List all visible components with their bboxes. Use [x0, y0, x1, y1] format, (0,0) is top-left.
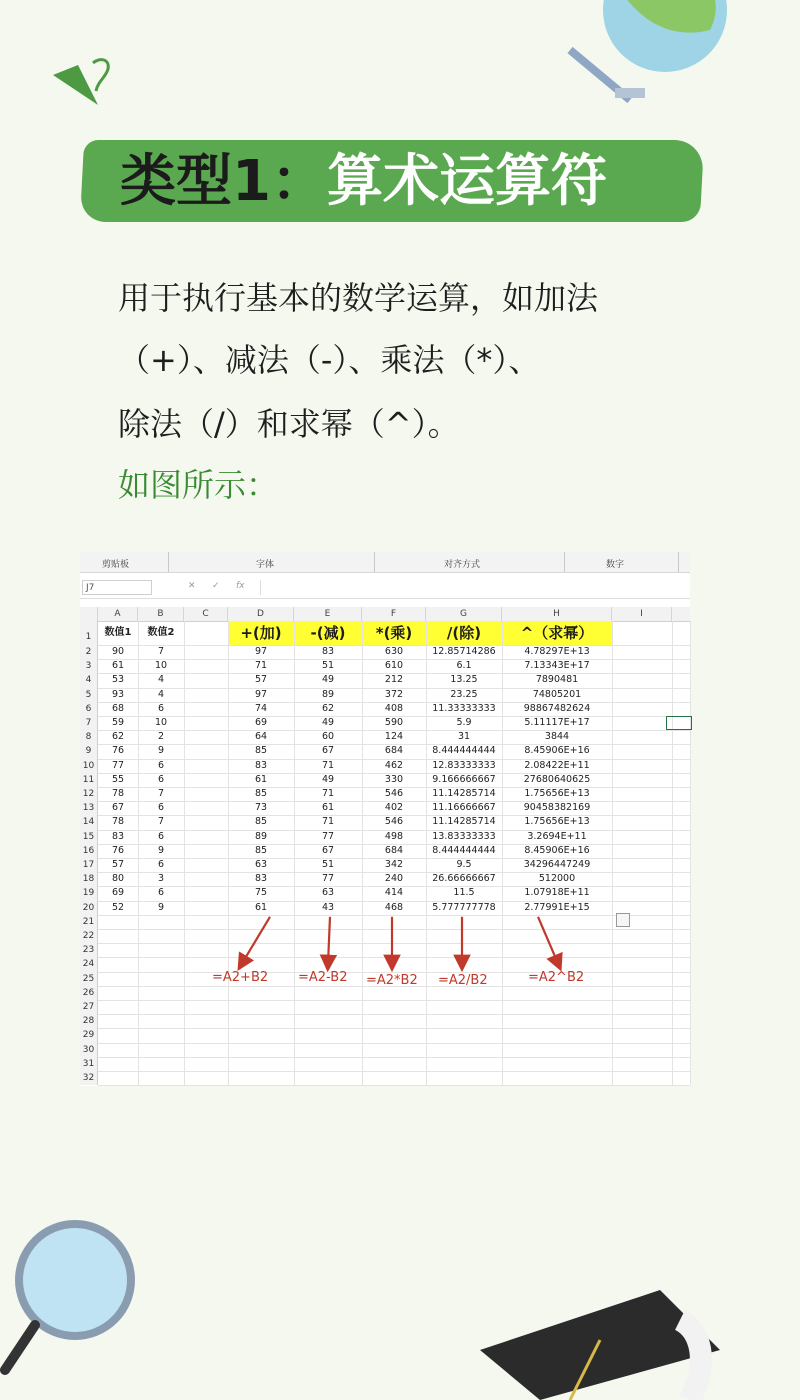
- cell-d17[interactable]: 63: [254, 859, 268, 870]
- cell-e7[interactable]: 49: [321, 717, 335, 728]
- row-number-13[interactable]: 13: [80, 801, 98, 815]
- formula-label-2: =A2-B2: [298, 969, 348, 985]
- cell-g16[interactable]: 8.444444444: [432, 844, 496, 856]
- cell-g18[interactable]: 26.66666667: [432, 873, 496, 885]
- cell-a16[interactable]: 76: [111, 844, 125, 856]
- cell-d12[interactable]: 85: [254, 788, 268, 799]
- cell-g5[interactable]: 23.25: [450, 688, 478, 700]
- cell-h5[interactable]: 74805201: [532, 688, 582, 700]
- cell-f16[interactable]: 684: [384, 844, 404, 856]
- row-number-12[interactable]: 12: [80, 787, 98, 801]
- cell-f15[interactable]: 498: [384, 830, 404, 842]
- leaf-icon: [48, 55, 118, 115]
- description-line-3: 除法（/）和求幂（^）。: [118, 405, 460, 443]
- title-type-label: 类型1：: [120, 149, 327, 214]
- cell-b12[interactable]: 7: [157, 788, 165, 799]
- row-number-28[interactable]: 28: [80, 1014, 98, 1028]
- cell-b14[interactable]: 7: [157, 816, 165, 828]
- cell-e17[interactable]: 51: [321, 859, 335, 870]
- header-cell-e[interactable]: -(减): [310, 624, 346, 642]
- cell-b2[interactable]: 7: [157, 646, 165, 657]
- cell-a6[interactable]: 68: [111, 702, 125, 714]
- cell-a13[interactable]: 67: [111, 802, 125, 814]
- enter-icon[interactable]: ✓: [212, 581, 220, 591]
- cell-a2[interactable]: 90: [111, 646, 125, 657]
- cell-b15[interactable]: 6: [157, 830, 165, 842]
- cell-g2[interactable]: 12.85714286: [432, 646, 496, 657]
- column-header-e[interactable]: E: [294, 607, 362, 621]
- row-number-17[interactable]: 17: [80, 858, 98, 872]
- ribbon-clipboard[interactable]: 剪贴板: [102, 560, 130, 570]
- cell-f18[interactable]: 240: [384, 873, 404, 885]
- cell-h9[interactable]: 8.45906E+16: [524, 745, 590, 757]
- header-cell-a[interactable]: 数值1: [104, 627, 132, 638]
- cell-b10[interactable]: 6: [157, 759, 165, 771]
- row-number-31[interactable]: 31: [80, 1057, 98, 1071]
- row-number-25[interactable]: 25: [80, 972, 98, 986]
- cell-a14[interactable]: 78: [111, 816, 125, 828]
- fx-icon[interactable]: fx: [236, 581, 245, 591]
- cell-h4[interactable]: 7890481: [535, 674, 579, 686]
- cell-d7[interactable]: 69: [254, 717, 268, 728]
- description-line-2: （+）、减法（-）、乘法（*）、: [118, 341, 541, 379]
- arrow-5: [538, 917, 558, 964]
- formula-label-4: =A2/B2: [438, 972, 488, 988]
- row-number-8[interactable]: 8: [80, 730, 98, 744]
- cell-e5[interactable]: 89: [321, 688, 335, 700]
- cell-d18[interactable]: 83: [254, 873, 268, 885]
- cell-b4[interactable]: 4: [157, 674, 165, 686]
- cell-f14[interactable]: 546: [384, 816, 404, 828]
- row-number-6[interactable]: 6: [80, 702, 98, 716]
- cell-d3[interactable]: 71: [254, 660, 268, 672]
- cell-h13[interactable]: 90458382169: [523, 802, 591, 814]
- cell-e2[interactable]: 83: [321, 646, 335, 657]
- row-number-9[interactable]: 9: [80, 744, 98, 758]
- ribbon-group-labels: [80, 552, 690, 573]
- cell-d4[interactable]: 57: [254, 674, 268, 686]
- row-number-2[interactable]: 2: [80, 645, 98, 659]
- cell-h7[interactable]: 5.11117E+17: [524, 717, 590, 728]
- cell-g9[interactable]: 8.444444444: [432, 745, 496, 757]
- column-header-c[interactable]: C: [184, 607, 228, 621]
- header-cell-f[interactable]: *(乘): [375, 624, 413, 642]
- row-number-22[interactable]: 22: [80, 929, 98, 943]
- cell-b5[interactable]: 4: [157, 688, 165, 700]
- cell-f20[interactable]: 468: [384, 901, 404, 913]
- cell-g15[interactable]: 13.83333333: [432, 830, 496, 842]
- cell-d6[interactable]: 74: [254, 702, 268, 714]
- row-number-27[interactable]: 27: [80, 1000, 98, 1014]
- column-header-h[interactable]: H: [502, 607, 612, 621]
- cell-f10[interactable]: 462: [384, 759, 404, 771]
- cell-g4[interactable]: 13.25: [450, 674, 478, 686]
- cell-f5[interactable]: 372: [384, 688, 404, 700]
- cell-a12[interactable]: 78: [111, 788, 125, 799]
- row-number-3[interactable]: 3: [80, 659, 98, 673]
- row-number-19[interactable]: 19: [80, 886, 98, 900]
- row-number-15[interactable]: 15: [80, 830, 98, 844]
- cell-h15[interactable]: 3.2694E+11: [527, 830, 587, 842]
- cell-h8[interactable]: 3844: [544, 731, 570, 743]
- cell-g19[interactable]: 11.5: [453, 887, 475, 899]
- row-number-16[interactable]: 16: [80, 844, 98, 858]
- cell-e15[interactable]: 77: [321, 830, 335, 842]
- cell-a3[interactable]: 61: [111, 660, 125, 672]
- cell-h16[interactable]: 8.45906E+16: [524, 844, 590, 856]
- row-number-7[interactable]: 7: [80, 716, 98, 730]
- cell-b18[interactable]: 3: [157, 873, 165, 885]
- cell-b11[interactable]: 6: [157, 773, 165, 785]
- cell-a18[interactable]: 80: [111, 873, 125, 885]
- cell-g14[interactable]: 11.14285714: [432, 816, 496, 828]
- cell-e20[interactable]: 43: [321, 901, 335, 913]
- cell-h6[interactable]: 98867482624: [523, 702, 591, 714]
- page-title: [120, 147, 607, 217]
- formula-arrows: [80, 607, 690, 1141]
- cell-h2[interactable]: 4.78297E+13: [524, 646, 590, 657]
- arrow-2: [328, 917, 330, 964]
- cell-a7[interactable]: 59: [111, 717, 125, 728]
- cell-a15[interactable]: 83: [111, 830, 125, 842]
- cell-b20[interactable]: 9: [157, 901, 165, 913]
- header-cell-d[interactable]: +(加): [240, 624, 282, 642]
- cell-f2[interactable]: 630: [384, 646, 404, 657]
- cell-a10[interactable]: 77: [111, 759, 125, 771]
- row-number-4[interactable]: 4: [80, 673, 98, 687]
- header-cell-g[interactable]: /(除): [446, 624, 482, 642]
- as-shown-label: 如图所示：: [118, 466, 279, 504]
- row-number-1[interactable]: 1: [80, 621, 98, 645]
- arrow-1: [242, 917, 270, 964]
- cell-a5[interactable]: 93: [111, 688, 125, 700]
- formula-bar: [80, 578, 690, 599]
- cell-g11[interactable]: 9.166666667: [432, 773, 496, 785]
- cell-f9[interactable]: 684: [384, 745, 404, 757]
- graduation-cap-icon: [470, 1290, 730, 1400]
- name-box[interactable]: J7: [82, 580, 152, 595]
- cell-g7[interactable]: 5.9: [456, 717, 472, 728]
- cancel-icon[interactable]: ✕: [188, 581, 196, 591]
- header-cell-h[interactable]: ^（求幂）: [520, 624, 594, 642]
- column-header-b[interactable]: B: [138, 607, 184, 621]
- ribbon-number[interactable]: 数字: [606, 560, 625, 570]
- row-number-5[interactable]: 5: [80, 688, 98, 702]
- row-number-30[interactable]: 30: [80, 1043, 98, 1057]
- cell-d11[interactable]: 61: [254, 773, 268, 785]
- cell-g6[interactable]: 11.33333333: [432, 702, 496, 714]
- cell-b8[interactable]: 2: [157, 731, 165, 743]
- column-header-g[interactable]: G: [426, 607, 502, 621]
- cell-g8[interactable]: 31: [457, 731, 471, 743]
- column-header-d[interactable]: D: [228, 607, 294, 621]
- cell-g12[interactable]: 11.14285714: [432, 788, 496, 799]
- cell-f11[interactable]: 330: [384, 773, 404, 785]
- cell-e14[interactable]: 71: [321, 816, 335, 828]
- cell-g3[interactable]: 6.1: [456, 660, 472, 672]
- header-cell-b[interactable]: 数值2: [147, 627, 175, 638]
- cell-d2[interactable]: 97: [254, 646, 268, 657]
- row-number-10[interactable]: 10: [80, 759, 98, 773]
- cell-f4[interactable]: 212: [384, 674, 404, 686]
- cell-g10[interactable]: 12.83333333: [432, 759, 496, 771]
- cell-a8[interactable]: 62: [111, 731, 125, 743]
- cell-e8[interactable]: 60: [321, 731, 335, 743]
- row-number-20[interactable]: 20: [80, 901, 98, 915]
- cell-f3[interactable]: 610: [384, 660, 404, 672]
- cell-f6[interactable]: 408: [384, 702, 404, 714]
- ribbon-alignment[interactable]: 对齐方式: [444, 560, 481, 570]
- cell-e16[interactable]: 67: [321, 844, 335, 856]
- cell-d8[interactable]: 64: [254, 731, 268, 743]
- column-header-i[interactable]: I: [612, 607, 672, 621]
- cell-f12[interactable]: 546: [384, 788, 404, 799]
- cell-h18[interactable]: 512000: [538, 873, 576, 885]
- row-number-23[interactable]: 23: [80, 943, 98, 957]
- cell-b6[interactable]: 6: [157, 702, 165, 714]
- cell-d10[interactable]: 83: [254, 759, 268, 771]
- cell-e13[interactable]: 61: [321, 802, 335, 814]
- column-header-f[interactable]: F: [362, 607, 426, 621]
- cell-f17[interactable]: 342: [384, 859, 404, 870]
- cell-a9[interactable]: 76: [111, 745, 125, 757]
- cell-e19[interactable]: 63: [321, 887, 335, 899]
- cell-f7[interactable]: 590: [384, 717, 404, 728]
- cell-h10[interactable]: 2.08422E+11: [524, 759, 590, 771]
- cell-e11[interactable]: 49: [321, 773, 335, 785]
- cell-h12[interactable]: 1.75656E+13: [524, 788, 590, 799]
- cell-a17[interactable]: 57: [111, 859, 125, 870]
- row-number-11[interactable]: 11: [80, 773, 98, 787]
- cell-d9[interactable]: 85: [254, 745, 268, 757]
- column-gridline: [690, 621, 691, 1085]
- title-topic: 算术运算符: [326, 149, 607, 214]
- cell-b3[interactable]: 10: [154, 660, 168, 672]
- ribbon-font[interactable]: 字体: [256, 560, 275, 570]
- row-number-21[interactable]: 21: [80, 915, 98, 929]
- description-line-1: 用于执行基本的数学运算，如加法: [118, 279, 599, 317]
- row-number-18[interactable]: 18: [80, 872, 98, 886]
- cell-b17[interactable]: 6: [157, 859, 165, 870]
- globe-icon: [560, 0, 730, 110]
- cell-h14[interactable]: 1.75656E+13: [524, 816, 590, 828]
- cell-b16[interactable]: 9: [157, 844, 165, 856]
- formula-label-3: =A2*B2: [366, 972, 418, 988]
- cell-a20[interactable]: 52: [111, 901, 125, 913]
- row-number-32[interactable]: 32: [80, 1071, 98, 1085]
- cell-a19[interactable]: 69: [111, 887, 125, 899]
- cell-d20[interactable]: 61: [254, 901, 268, 913]
- cell-d16[interactable]: 85: [254, 844, 268, 856]
- cell-h20[interactable]: 2.77991E+15: [524, 901, 590, 913]
- cell-e9[interactable]: 67: [321, 745, 335, 757]
- cell-h3[interactable]: 7.13343E+17: [524, 660, 590, 672]
- row-number-14[interactable]: 14: [80, 815, 98, 829]
- cell-b13[interactable]: 6: [157, 802, 165, 814]
- formula-input[interactable]: [260, 580, 689, 595]
- spreadsheet: [80, 552, 690, 1086]
- cell-e6[interactable]: 62: [321, 702, 335, 714]
- cell-e18[interactable]: 77: [321, 873, 335, 885]
- formula-label-5: =A2^B2: [528, 969, 585, 985]
- magnifier-icon: [0, 1210, 150, 1390]
- column-header-a[interactable]: A: [98, 607, 138, 621]
- cell-b19[interactable]: 6: [157, 887, 165, 899]
- cell-d5[interactable]: 97: [254, 688, 268, 700]
- cell-h17[interactable]: 34296447249: [523, 859, 591, 870]
- cell-d15[interactable]: 89: [254, 830, 268, 842]
- cell-d14[interactable]: 85: [254, 816, 268, 828]
- cell-h11[interactable]: 27680640625: [523, 773, 591, 785]
- cell-f8[interactable]: 124: [384, 731, 404, 743]
- cell-d19[interactable]: 75: [254, 887, 268, 899]
- cell-b7[interactable]: 10: [154, 717, 168, 728]
- cell-f19[interactable]: 414: [384, 887, 404, 899]
- cell-g20[interactable]: 5.777777778: [432, 901, 496, 913]
- cell-g13[interactable]: 11.16666667: [432, 802, 496, 814]
- cell-b9[interactable]: 9: [157, 745, 165, 757]
- row-number-24[interactable]: 24: [80, 957, 98, 971]
- cell-e10[interactable]: 71: [321, 759, 335, 771]
- cell-d13[interactable]: 73: [254, 802, 268, 814]
- row-number-26[interactable]: 26: [80, 986, 98, 1000]
- row-number-29[interactable]: 29: [80, 1028, 98, 1042]
- cell-h19[interactable]: 1.07918E+11: [524, 887, 590, 899]
- cell-a11[interactable]: 55: [111, 773, 125, 785]
- cell-g17[interactable]: 9.5: [456, 859, 472, 870]
- cell-f13[interactable]: 402: [384, 802, 404, 814]
- formula-label-1: =A2+B2: [212, 969, 269, 985]
- cell-e12[interactable]: 71: [321, 788, 335, 799]
- cell-e4[interactable]: 49: [321, 674, 335, 686]
- cell-a4[interactable]: 53: [111, 674, 125, 686]
- cell-e3[interactable]: 51: [321, 660, 335, 672]
